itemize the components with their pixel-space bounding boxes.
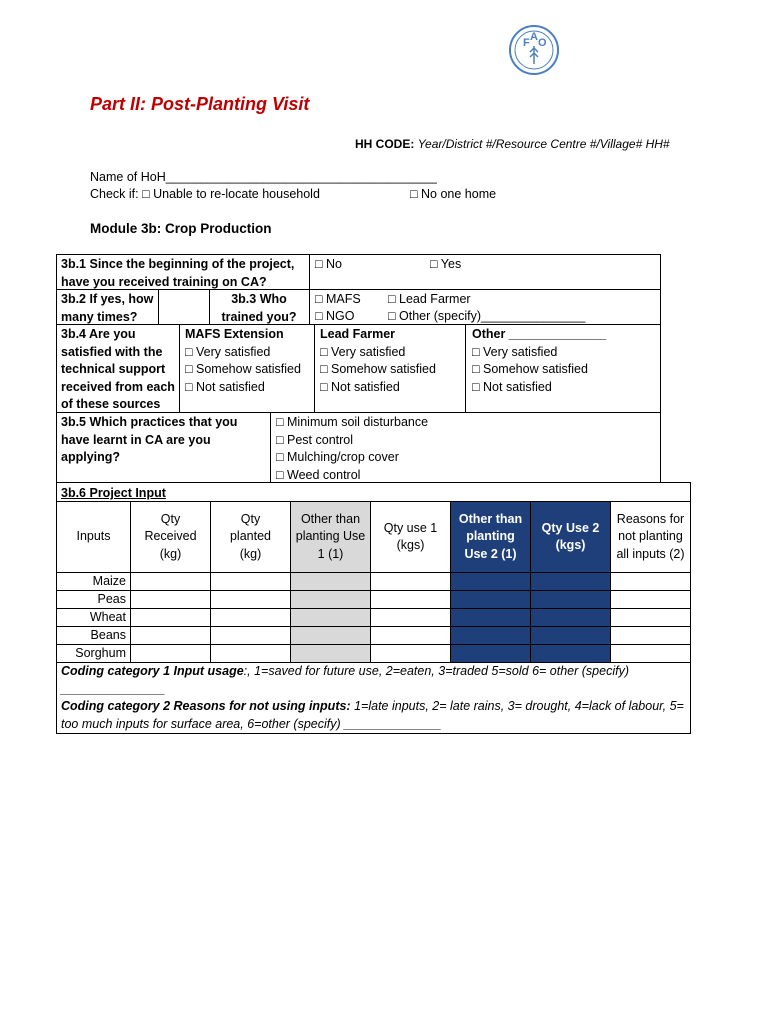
coding2-line2: too much inputs for surface area, 6=other (specify) ______________ [61, 716, 442, 731]
q4-other-very-checkbox[interactable]: □ Very satisfied [472, 344, 558, 359]
q4-label-line4: received from each [61, 379, 175, 394]
q5-min-soil-checkbox[interactable]: □ Minimum soil disturbance [276, 415, 429, 429]
unable-relocate-checkbox[interactable]: Check if: □ Unable to re-locate household [90, 187, 320, 201]
q5-label-line1: 3b.5 Which practices that you [61, 415, 238, 429]
cell-input[interactable] [530, 572, 611, 591]
cell-input[interactable] [370, 608, 451, 627]
name-of-hoh-field[interactable]: Name of HoH_______________________________________ [90, 170, 437, 184]
q2-label-line1: 3b.2 If yes, how [61, 292, 154, 306]
q5-label-line3: applying? [61, 450, 121, 464]
cell-input[interactable] [210, 590, 291, 609]
cell-input[interactable] [210, 572, 291, 591]
cell-input[interactable] [210, 626, 291, 645]
q5-label [61, 414, 237, 467]
cell-input[interactable] [210, 644, 291, 663]
cell-input[interactable] [530, 608, 611, 627]
q4-lead-very-checkbox[interactable]: □ Very satisfied [320, 344, 406, 359]
cell-input[interactable] [370, 626, 451, 645]
cell-input[interactable] [130, 626, 211, 645]
cell-input[interactable] [290, 608, 371, 627]
cell-input[interactable] [210, 608, 291, 627]
cell-input[interactable] [290, 626, 371, 645]
svg-text:A: A [530, 31, 538, 43]
cell-input[interactable] [450, 644, 531, 663]
cell-input[interactable] [130, 590, 211, 609]
cell-input[interactable] [130, 572, 211, 591]
row-label-sorghum: Sorghum [56, 644, 131, 663]
q5-weed-control-checkbox[interactable]: □ Weed control [276, 467, 361, 482]
svg-text:F: F [523, 37, 530, 49]
q4-mafs-heading: MAFS Extension [185, 327, 284, 341]
cell-input[interactable] [450, 608, 531, 627]
q4-lead-somewhat-checkbox[interactable]: □ Somehow satisfied [320, 362, 436, 376]
cell-input[interactable] [290, 590, 371, 609]
hh-code-line [355, 137, 670, 151]
q5-pest-control-checkbox[interactable]: □ Pest control [276, 432, 354, 447]
q3-lead-farmer-checkbox[interactable]: □ Lead Farmer [388, 292, 471, 306]
coding2-label: Coding category 2 Reasons for not using inputs: [61, 699, 351, 713]
q5-label-line2: have learnt in CA are you [61, 432, 211, 447]
q4-mafs-somewhat-checkbox[interactable]: □ Somehow satisfied [185, 362, 301, 376]
header-qty-planted: Qty planted (kg) [210, 501, 291, 573]
cell-input[interactable] [370, 644, 451, 663]
cell-input[interactable] [610, 590, 691, 609]
q4-label-line1: 3b.4 Are you [61, 327, 136, 341]
no-one-home-checkbox[interactable]: □ No one home [410, 187, 497, 201]
cell-input[interactable] [370, 572, 451, 591]
cell-input[interactable] [130, 608, 211, 627]
cell-input[interactable] [610, 644, 691, 663]
coding1-blank: _______________ [61, 681, 166, 696]
q3-label [215, 291, 303, 326]
header-inputs: Inputs [56, 501, 131, 573]
q4-other-col [472, 326, 606, 396]
page-title: Part II: Post-Planting Visit [90, 94, 310, 114]
header-use1: Other than planting Use 1 (1) [290, 501, 371, 573]
cell-input[interactable] [610, 572, 691, 591]
cell-input[interactable] [290, 644, 371, 663]
q6-label: 3b.6 Project Input [61, 486, 166, 500]
q4-label-line3: technical support [61, 362, 166, 376]
row-label-peas: Peas [56, 590, 131, 609]
cell-input[interactable] [450, 590, 531, 609]
header-qty-use1: Qty use 1 (kgs) [370, 501, 451, 573]
row-label-maize: Maize [56, 572, 131, 591]
q3-ngo-checkbox[interactable]: □ NGO [315, 309, 355, 323]
q3-label-line2: trained you? [221, 309, 297, 324]
q4-lead-not-checkbox[interactable]: □ Not satisfied [320, 379, 400, 394]
cell-input[interactable] [530, 626, 611, 645]
cell-input[interactable] [530, 644, 611, 663]
cell-input[interactable] [290, 572, 371, 591]
q2-label-line2: many times? [61, 309, 138, 324]
svg-text:O: O [538, 37, 547, 49]
q1-label-line1: 3b.1 Since the beginning of the project, [61, 257, 295, 271]
row-label-beans: Beans [56, 626, 131, 645]
row-label-wheat: Wheat [56, 608, 131, 627]
q4-other-not-checkbox[interactable]: □ Not satisfied [472, 379, 552, 394]
q1-no-checkbox[interactable]: □ No [315, 257, 343, 271]
q4-label [61, 326, 175, 414]
coding1-text: :, 1=saved for future use, 2=eaten, 3=traded 5=sold 6= other (specify) [243, 664, 629, 678]
header-qty-received: Qty Received (kg) [130, 501, 211, 573]
q4-label-line5: of these sources [61, 397, 161, 411]
cell-input[interactable] [130, 644, 211, 663]
header-qty-use2: Qty Use 2 (kgs) [530, 501, 611, 573]
q4-other-heading: Other ______________ [472, 327, 607, 341]
hh-code-format: Year/District #/Resource Centre #/Village# HH# [417, 137, 670, 151]
header-use2: Other than planting Use 2 (1) [450, 501, 531, 573]
q3-other-checkbox[interactable]: □ Other (specify)_______________ [388, 309, 586, 323]
q3-label-line1: 3b.3 Who [231, 292, 287, 306]
q4-mafs-col [185, 326, 301, 396]
coding-line1 [61, 663, 687, 681]
q4-lead-heading: Lead Farmer [320, 327, 396, 341]
coding-line2 [61, 698, 687, 716]
q2-count-cell[interactable] [158, 289, 210, 325]
cell-input[interactable] [450, 626, 531, 645]
q1-label [61, 256, 294, 291]
q1-label-line2: have you received training on CA? [61, 274, 267, 289]
q4-lead-col [320, 326, 436, 396]
q1-yes-checkbox[interactable]: □ Yes [430, 257, 462, 271]
module-heading: Module 3b: Crop Production [90, 221, 272, 236]
cell-input[interactable] [370, 590, 451, 609]
q4-mafs-not-checkbox[interactable]: □ Not satisfied [185, 379, 265, 394]
fao-logo-icon [508, 24, 560, 76]
coding-legend [61, 663, 687, 733]
cell-input[interactable] [450, 572, 531, 591]
q4-other-somewhat-checkbox[interactable]: □ Somehow satisfied [472, 362, 588, 376]
q5-mulching-checkbox[interactable]: □ Mulching/crop cover [276, 450, 399, 464]
q5-options [276, 414, 428, 484]
q3-mafs-checkbox[interactable]: □ MAFS [315, 292, 361, 306]
q4-label-line2: satisfied with the [61, 344, 163, 359]
coding1-label: Coding category 1 Input usage [61, 664, 244, 678]
header-reasons: Reasons for not planting all inputs (2) [610, 501, 691, 573]
cell-input[interactable] [610, 608, 691, 627]
coding2-text: 1=late inputs, 2= late rains, 3= drought, 4=lack of labour, 5= [350, 699, 684, 713]
q4-mafs-very-checkbox[interactable]: □ Very satisfied [185, 344, 271, 359]
hh-code-label: HH CODE: [355, 137, 415, 151]
cell-input[interactable] [610, 626, 691, 645]
q2-label [61, 291, 153, 326]
cell-input[interactable] [530, 590, 611, 609]
